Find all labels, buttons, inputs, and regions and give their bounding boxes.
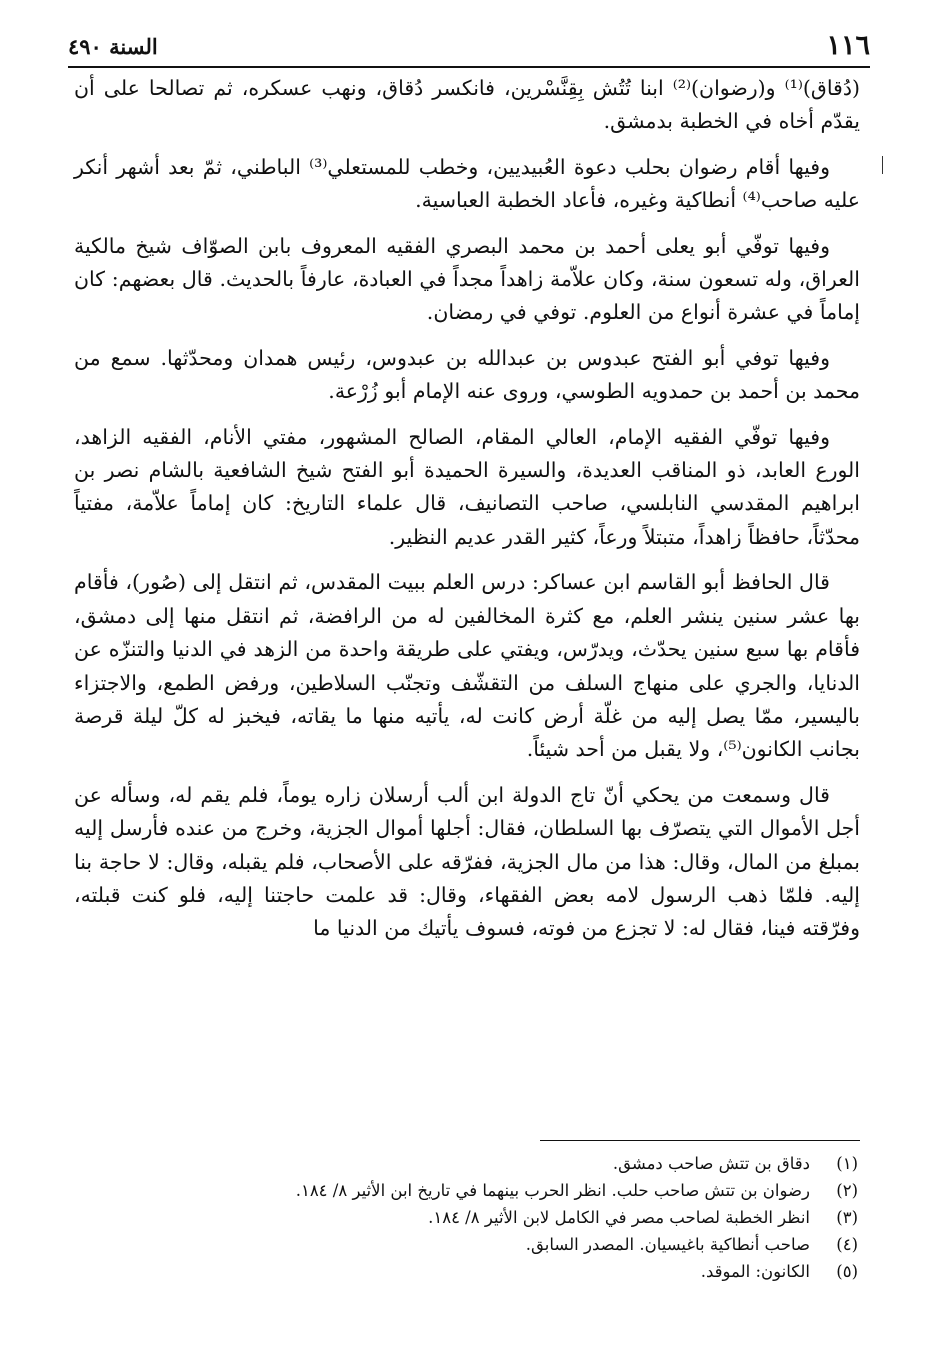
paragraph-7: قال وسمعت من يحكي أنّ تاج الدولة ابن ألب أرسلان زاره يوماً، فلم يقم له، وسأله عن أجل الأموال التي يتصرّف بها السلطان، فقال: أجلها أموال الجزية، وخرج من عنده فأرسل إليه بمبلغ من المال، وقال: هذا من مال الجزية، ففرّقه على الأصحاب، فلم يقبله، وقال: لا حاجة بنا إليه. فلمّا ذهب الرسول لامه بعض الفقهاء، وقال: قد علمت حاجتنا إليه، فلو كنت قبلته، وفرّقته فينا، فقال له: لا تجزع من فوته، فسوف يأتيك من الدنيا ما — [74, 782, 860, 941]
paragraph-5: وفيها توفّي الفقيه الإمام، العالي المقام، الصالح المشهور، مفتي الأنام، الفقيه الزاهد، الورع العابد، ذو المناقب العديدة، والسيرة الحميدة أبو الفتح شيخ الشافعية بالشام نصر بن ابراهيم المقدسي النابلسي، صاحب التصانيف، قال علماء التاريخ: كان إماماً علاّمة، مفتياً محدّثاً، حافظاً زاهداً، متبتلاً ورعاً، كثير القدر عديم النظير. — [74, 424, 860, 549]
footnote-text: رضوان بن تتش صاحب حلب. انظر الحرب بينهما في تاريخ ابن الأثير ٨/ ١٨٤. — [295, 1181, 810, 1200]
running-title-year: السنة ٤٩٠ — [68, 34, 158, 59]
page-number: ١١٦ — [826, 30, 870, 61]
footnote-text: دقاق بن تتش صاحب دمشق. — [612, 1154, 810, 1173]
footnote-number: (٥) — [836, 1262, 858, 1281]
footnote-number: (٢) — [836, 1181, 858, 1200]
footnote-text: صاحب أنطاكية باغيسيان. المصدر السابق. — [525, 1235, 810, 1254]
footnote-2 — [200, 1177, 858, 1204]
paragraph-2: وفيها أقام رضوان بحلب دعوة العُبيديين، وخطب للمستعلي⁽³⁾ الباطني، ثمّ بعد أشهر أنكر عليه صاحب⁽⁴⁾ أنطاكية وغيره، فأعاد الخطبة العباسية. — [74, 154, 860, 213]
footnote-number: (١) — [836, 1154, 858, 1173]
margin-mark — [882, 156, 883, 174]
footnote-number: (٣) — [836, 1208, 858, 1227]
footnote-text: الكانون: الموقد. — [700, 1262, 810, 1281]
footnotes — [200, 1150, 858, 1285]
footnote-1 — [200, 1150, 858, 1177]
footnote-4 — [200, 1231, 858, 1258]
paragraph-4: وفيها توفي أبو الفتح عبدوس بن عبدالله بن عبدوس، رئيس همدان ومحدّثها. سمع من محمد بن أحمد بن حمدويه الطوسي، وروى عنه الإمام أبو زُرْعة. — [74, 345, 860, 404]
footnote-separator — [540, 1140, 860, 1141]
paragraph-3: وفيها توفّي أبو يعلى أحمد بن محمد البصري الفقيه المعروف بابن الصوّاف شيخ مالكية العراق، وله تسعون سنة، وكان علاّمة زاهداً مجداً في العبادة، عارفاً بالحديث. قال بعضهم: كان إماماً في عشرة أنواع من العلوم. توفي في رمضان. — [74, 233, 860, 325]
paragraph-6: قال الحافظ أبو القاسم ابن عساكر: درس العلم ببيت المقدس، ثم انتقل إلى (صُور)، فأقام بها عشر سنين ينشر العلم، مع كثرة المخالفين له من الرافضة، ثم انتقل منها إلى دمشق، فأقام بها سبع سنين يحدّث، ويدرّس، ويفتي على طريقة واحدة من الزهد في الدنيا والتنزّه عن الدنايا، والجري على منهاج السلف من التقشّف وتجنّب السلاطين، ورفض الطمع، والاجتزاء باليسير، ممّا يصل إليه من غلّة أرض كانت له، يأتيه منها ما يقاته، فيخبز له كلّ ليلة قرصة بجانب الكانون⁽⁵⁾، ولا يقبل من أحد شيئاً. — [74, 570, 860, 762]
footnote-5 — [200, 1258, 858, 1285]
main-text — [74, 72, 860, 958]
paragraph-1: (دُقاق)⁽¹⁾ و(رضوان)⁽²⁾ ابنا تُتُش بِقِنَّسْرين، فانكسر دُقاق، ونهب عسكره، ثم تصالحا على أن يقدّم أخاه في الخطبة بدمشق. — [74, 76, 860, 134]
footnote-number: (٤) — [836, 1235, 858, 1254]
page-header — [68, 28, 870, 68]
footnote-3 — [200, 1204, 858, 1231]
footnote-text: انظر الخطبة لصاحب مصر في الكامل لابن الأثير ٨/ ١٨٤. — [428, 1208, 810, 1227]
